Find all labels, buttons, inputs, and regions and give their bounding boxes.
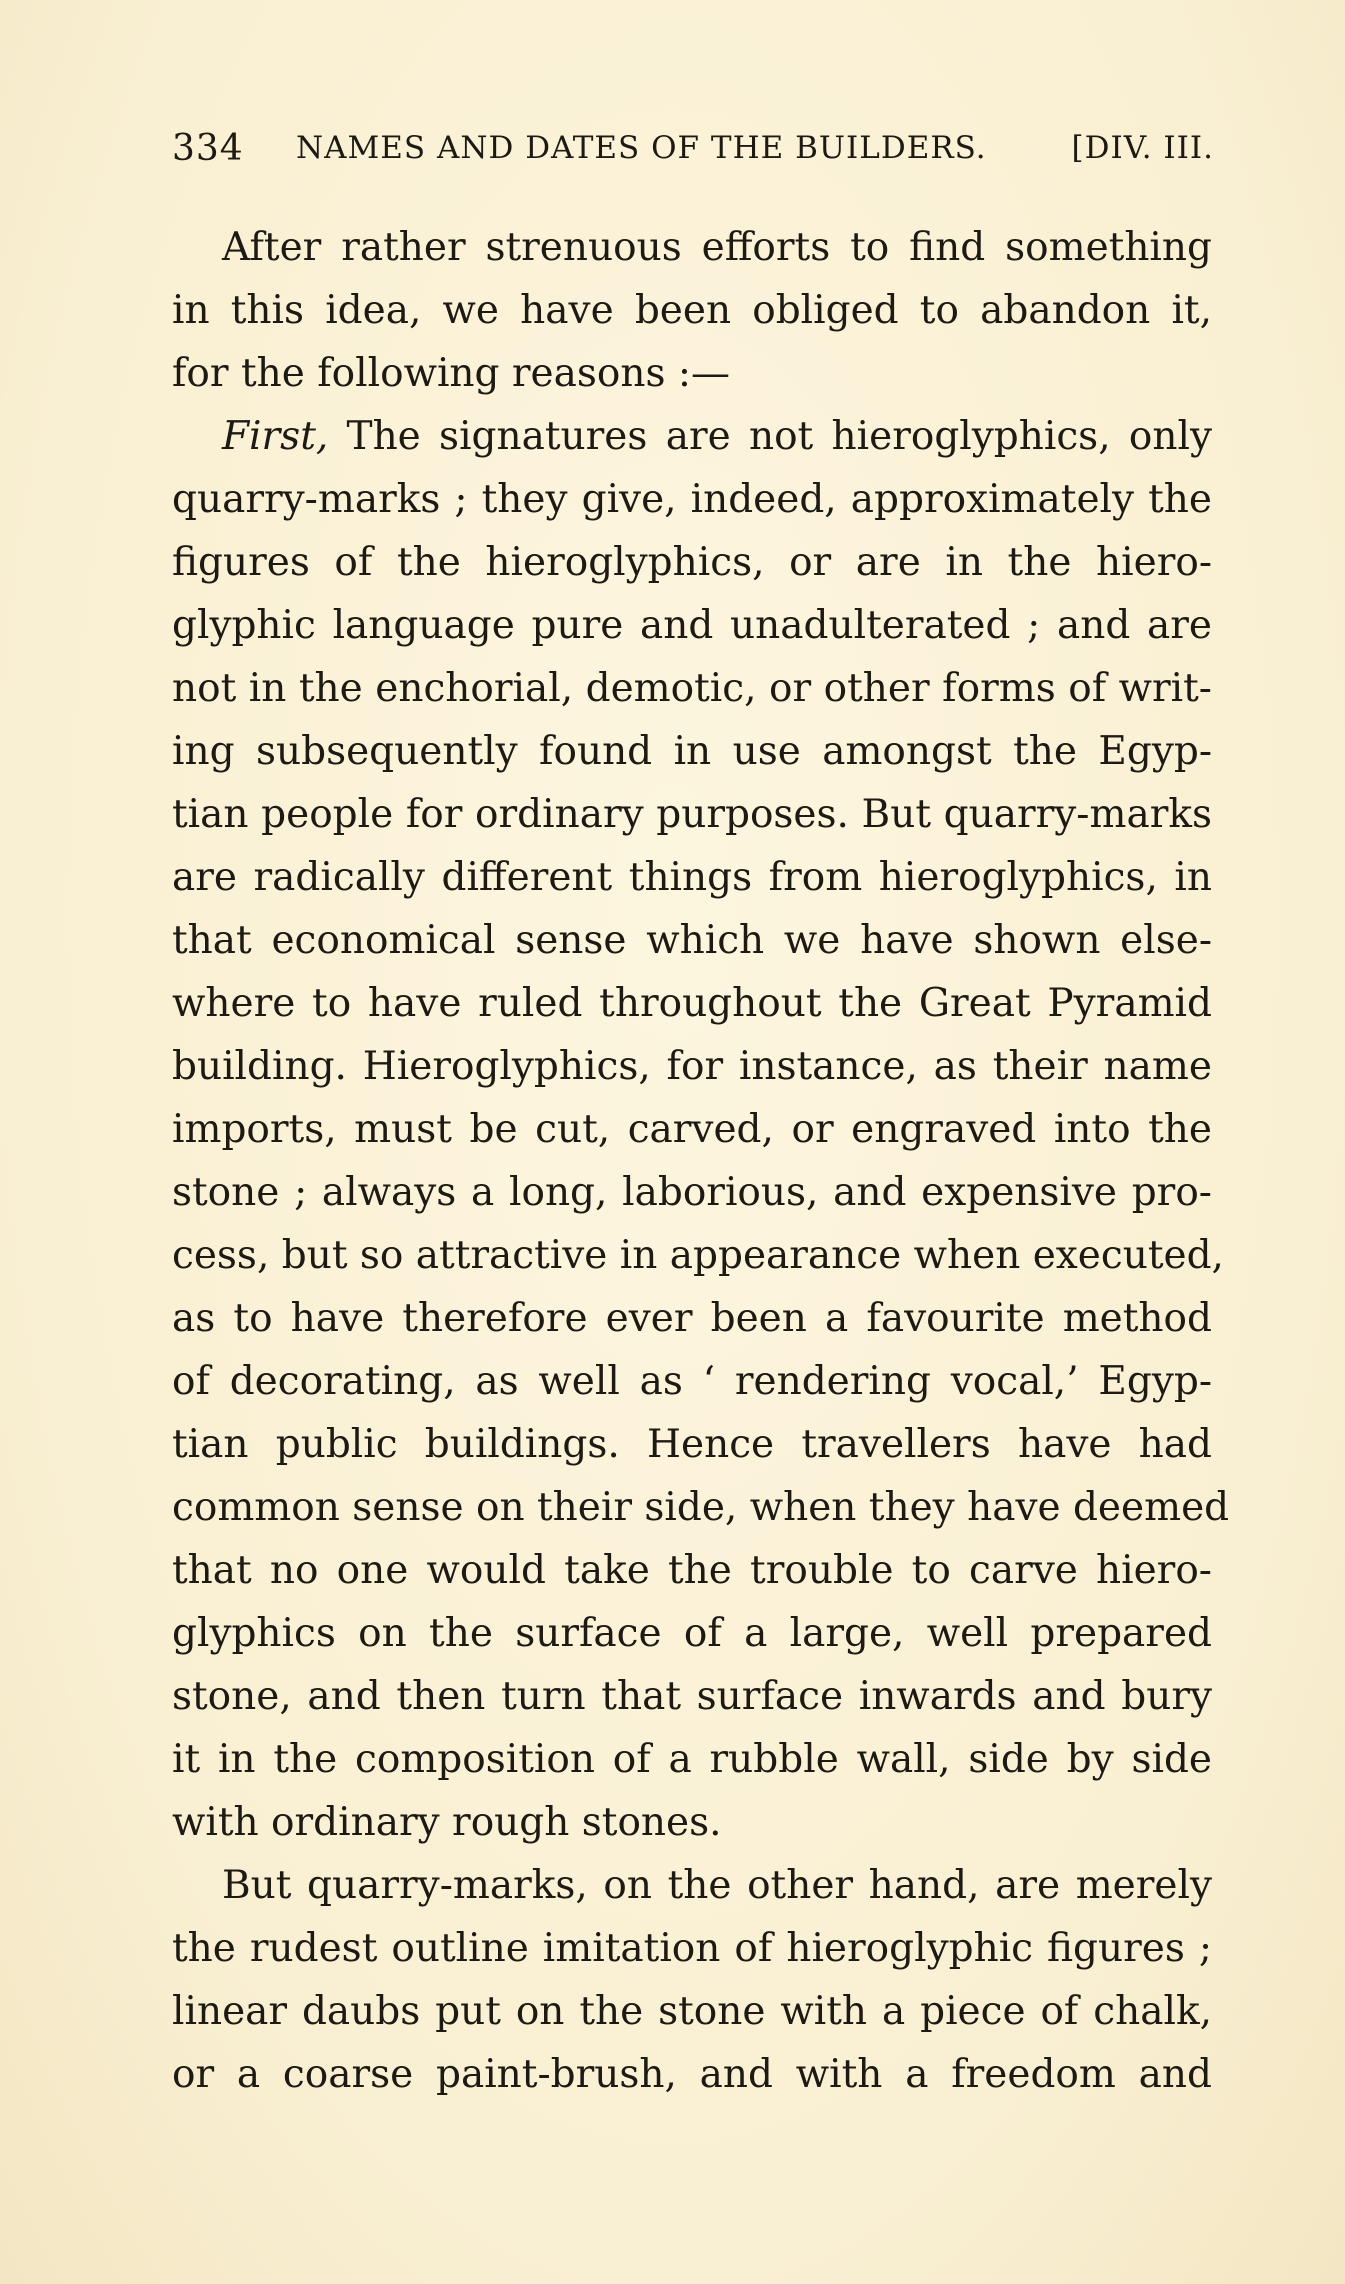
division-label: [DIV. III. [1071,130,1214,166]
text-line: common sense on their side, when they have deemed [172,1485,1230,1530]
text-line: are radically different things from hieroglyphics, in [172,855,1212,900]
text-line: glyphic language pure and unadulterated ; and are [172,603,1212,648]
text-line: as to have therefore ever been a favourite method [172,1296,1212,1341]
text-line: the rudest outline imitation of hieroglyphic figures ; [172,1926,1212,1971]
text-line: in this idea, we have been obliged to abandon it, [172,288,1212,333]
text-line [172,405,1212,468]
text-line: glyphics on the surface of a large, well prepared [172,1611,1212,1656]
text-line: figures of the hieroglyphics, or are in the hiero- [172,540,1212,585]
text-line: that no one would take the trouble to carve hiero- [172,1548,1212,1593]
italic-lead: First, [222,414,329,459]
text-line: stone ; always a long, laborious, and expensive pro- [172,1170,1212,1215]
text-line: that economical sense which we have shown else- [172,918,1212,963]
running-head-title: NAMES AND DATES OF THE BUILDERS. [296,130,987,166]
text-line: ing subsequently found in use amongst the Egyp- [172,729,1212,774]
text-line: cess, but so attractive in appearance when executed, [172,1233,1224,1278]
text-line: of decorating, as well as ‘ rendering vocal,’ Egyp- [172,1359,1212,1404]
running-head [172,128,1222,178]
text-line-rest: The signatures are not hieroglyphics, only [328,414,1212,459]
text-line: for the following reasons :— [172,351,731,396]
text-line: imports, must be cut, carved, or engraved into the [172,1107,1212,1152]
text-line: it in the composition of a rubble wall, side by side [172,1737,1212,1782]
text-line: or a coarse paint-brush, and with a freedom and [172,2052,1212,2097]
text-line: quarry-marks ; they give, indeed, approximately the [172,477,1212,522]
body-text [172,216,1230,2106]
text-line: where to have ruled throughout the Great Pyramid [172,981,1212,1026]
text-line: not in the enchorial, demotic, or other forms of writ- [172,666,1212,711]
text-line: tian public buildings. Hence travellers have had [172,1422,1212,1467]
text-line: After rather strenuous efforts to find something [222,225,1212,270]
text-line: stone, and then turn that surface inwards and bury [172,1674,1212,1719]
text-line: building. Hieroglyphics, for instance, as their name [172,1044,1212,1089]
text-line: linear daubs put on the stone with a piece of chalk, [172,1989,1212,2034]
text-line: tian people for ordinary purposes. But quarry-marks [172,792,1212,837]
text-line: But quarry-marks, on the other hand, are merely [222,1863,1212,1908]
text-line: with ordinary rough stones. [172,1800,722,1845]
page-number: 334 [172,128,244,169]
